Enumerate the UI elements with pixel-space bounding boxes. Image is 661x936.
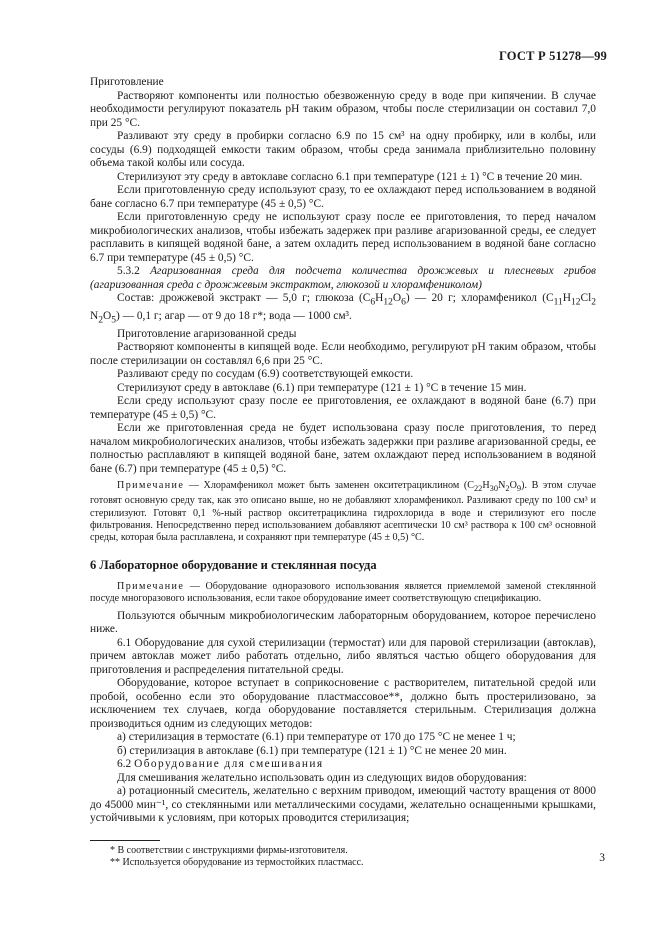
paragraph: Оборудование, которое вступает в соприкосновение с растворителем, питательной средой или пробой, особенно если это оборудование пластмассовое**, должно быть простерилизовано, за исключением тех случаев, когда оборудование поставляется стерильным. Стерилизация должна производиться одним из следующих методов: xyxy=(90,677,596,730)
list-item: а) ротационный смеситель, желательно с верхним приводом, имеющий частоту вращения от 8000 до 45000 мин⁻¹, со стеклянными или металлическими сосудами, желательно оснащенными крышками, устойчивыми к условиям, при которых проводится стерилизация; xyxy=(90,785,596,825)
subscript: 2 xyxy=(505,484,510,494)
section-number: 5.3.2 xyxy=(117,265,140,277)
note-equipment xyxy=(90,581,596,606)
subscript: 9 xyxy=(516,484,522,494)
document-header: ГОСТ Р 51278—99 xyxy=(498,49,607,63)
note-label: Примечание xyxy=(117,581,185,593)
section-number: 6.2 xyxy=(117,758,135,771)
section-5-3-2 xyxy=(90,265,596,292)
text-run: ) — 20 г; хлорамфеникол (C xyxy=(405,292,554,304)
paragraph: Растворяют компоненты или полностью обезвоженную среду в воде при кипячении. В случае необходимости регулируют показатель pH таким образом, чтобы после стерилизации он составил 7,0 при 25 °C. xyxy=(90,89,596,129)
text-run: ) — 0,1 г; агар — от 9 до 18 г*; вода — 1000 см³. xyxy=(115,309,352,322)
subscript: 5 xyxy=(111,315,116,326)
paragraph: 6.1 Оборудование для сухой стерилизации (термостат) или для паровой стерилизации (автоклав), причем автоклав может либо работать отдельно, либо являться частью общего оборудования для приготовления и распределения питательной среды. xyxy=(90,636,596,676)
subscript: 2 xyxy=(591,297,596,308)
subscript: 11 xyxy=(553,297,563,308)
subscript: 6 xyxy=(401,297,406,308)
text-run: N xyxy=(498,480,506,492)
paragraph: Растворяют компоненты в кипящей воде. Если необходимо, регулируют pH таким образом, чтобы после стерилизации он составлял 6,6 при 25 °C. xyxy=(90,341,596,367)
note-chloramphenicol xyxy=(90,480,596,545)
section-title: Оборудование для смешивания xyxy=(134,758,324,771)
paragraph: Разливают эту среду в пробирки согласно 6.9 по 15 см³ на одну пробирку, или в колбы, или сосуды (6.9) подходящей емкости таким образом, чтобы среда занимала приблизительно половину объема такой колбы или сосуда. xyxy=(90,130,596,169)
subscript: 22 xyxy=(473,484,483,494)
text-run: H xyxy=(562,292,571,304)
text-run: Состав: дрожжевой экстракт — 5,0 г; глюкоза (C xyxy=(117,292,371,304)
text-run: O xyxy=(102,309,112,322)
paragraph: Приготовление xyxy=(90,76,164,88)
subscript: 6 xyxy=(370,297,376,308)
note-label: Примечание xyxy=(117,480,185,492)
paragraph: Если приготовленную среду не используют сразу после ее приготовления, то перед началом микробиологических анализов, чтобы избежать задержек при разливе агаризованной среды, ее следует расплавить в кипящей водяной бане, а затем охладить перед использованием в водяной бане согласно 6.7 при температуре (45 ± 0,5) °C. xyxy=(90,211,596,264)
section-heading-6: 6 Лабораторное оборудование и стеклянная посуда xyxy=(90,557,377,572)
paragraph: Пользуются обычным микробиологическим лабораторным оборудованием, которое перечислено ниже. xyxy=(90,609,596,636)
section-title: Агаризованная среда для подсчета количества дрожжевых и плесневых грибов (агаризованная среда с дрожжевым экстрактом, глюкозой и хлорамфениколом) xyxy=(90,265,596,291)
text-run: O xyxy=(509,480,517,492)
paragraph: Если приготовленную среду используют сразу, то ее охлаждают перед использованием в водяной бане согласно 6.7 при температуре (45 ± 0,5) °C. xyxy=(90,184,596,210)
subscript: 2 xyxy=(98,315,103,326)
text-run: — Оборудование одноразового использования является приемлемой заменой стеклянной посуде многоразового использования, если такое оборудование имеет соответствующую спецификацию. xyxy=(90,581,596,605)
paragraph: Если среду используют сразу после ее приготовления, ее охлаждают в водяной бане (6.7) при температуре (45 ± 0,5) °C. xyxy=(90,395,596,421)
paragraph: Разливают среду по сосудам (6.9) соответствующей емкости. xyxy=(117,368,414,381)
subscript: 12 xyxy=(570,297,581,308)
subscript: 30 xyxy=(489,484,499,494)
document-body xyxy=(90,76,596,870)
footnote-divider xyxy=(90,840,160,841)
paragraph: Стерилизуют эту среду в автоклаве согласно 6.1 при температуре (121 ± 1) °C в течение 20 мин. xyxy=(117,170,583,183)
footnote: * В соответствии с инструкциями фирмы-изготовителя. xyxy=(110,844,348,856)
subsection-6-2 xyxy=(90,758,596,772)
paragraph: Приготовление агаризованной среды xyxy=(117,327,297,340)
paragraph: Стерилизуют среду в автоклаве (6.1) при температуре (121 ± 1) °C в течение 15 мин. xyxy=(117,381,527,394)
composition-paragraph xyxy=(90,292,596,328)
paragraph: Для смешивания желательно использовать один из следующих видов оборудования: xyxy=(117,771,527,784)
subscript: 12 xyxy=(383,297,393,308)
text-run: N xyxy=(90,309,99,322)
text-run: — Хлорамфеникол может быть заменен окситетрациклином (C xyxy=(184,480,474,492)
list-item: б) стерилизация в автоклаве (6.1) при температуре (121 ± 1) °C не менее 20 мин. xyxy=(117,744,507,757)
text-run: H xyxy=(482,480,490,492)
footnote: ** Используется оборудование из термостойких пластмасс. xyxy=(110,857,364,869)
text-run: O xyxy=(392,292,402,304)
page-number: 3 xyxy=(599,852,605,864)
text-run: H xyxy=(375,292,384,304)
paragraph: Если же приготовленная среда не будет использована сразу после приготовления, то перед началом микробиологических анализов, чтобы избежать задержки при разливе агаризованной среды, ее полностью расплавляют в кипящей водяной бане, затем охлаждают перед использованием в водяной бане (6.7) при температуре (45 ± 0,5) °C. xyxy=(90,422,596,475)
text-run: Cl xyxy=(580,292,592,304)
text-run: ). В этом случае готовят основную среду так, как это описано выше, но не добавляют хлорамфеникол. Разливают среду по 100 см³ и стерилизуют. Готовят 0,1 %-ный раствор окситетрациклина гидрохлорида в воде и стерилизуют его после фильтрования. Непосредственно перед использованием добавляют асептически 10 см³ раствора к 100 см³ основной среды, которая была расплавлена, и сохраняют при температуре (45 ± 0,5) °C. xyxy=(90,480,597,544)
list-item: а) стерилизация в термостате (6.1) при температуре от 170 до 175 °C не менее 1 ч; xyxy=(117,731,516,744)
